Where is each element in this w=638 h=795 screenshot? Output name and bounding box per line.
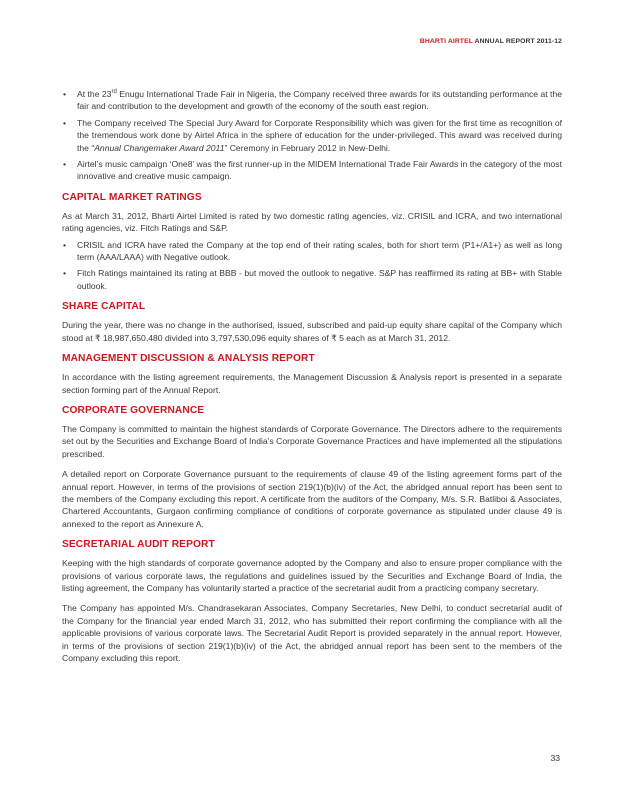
header-title: ANNUAL REPORT 2011-12 [472, 38, 562, 45]
ratings-list [62, 239, 562, 293]
section-heading-share-capital: SHARE CAPITAL [62, 301, 146, 313]
secretarial-para-2: The Company has appointed M/s. Chandrasekaran Associates, Company Secretaries, New Delhi, to conduct secretarial audit of the Company for the financial year ended March 31, 2012, who has submitted their report confirming the compliance with all the applicable provisions of various corporate laws. The Secretarial Audit Report is provided separately in the annual report. However, in terms of the provisions of section 219(1)(b)(iv) of the Act, the abridged annual report has been sent to the members of the Company excluding this report. [62, 603, 562, 663]
list-item: • CRISIL and ICRA have rated the Company at the top end of their rating scales, both for short term (P1+/A1+) as well as long term (AAA/LAAA) with Negative outlook. [62, 239, 562, 264]
capital-market-intro: As at March 31, 2012, Bharti Airtel Limited is rated by two domestic rating agencies, viz. CRISIL and ICRA, and two international rating agencies, viz. Fitch Ratings and S&P. [62, 210, 562, 234]
governance-para-2: A detailed report on Corporate Governance pursuant to the requirements of clause 49 of the listing agreement forms part of the annual report. However, in terms of the provisions of section 219(1)(b)(iv) of the Act, the abridged annual report has been sent to the members of the Company excluding this report. A certificate from the auditors of the Company, M/s. S.R. Batliboi & Associates, Chartered Accountants, Gurgaon confirming compliance of conditions of corporate governance as stipulated under clause 49 is annexed to the report as Annexure A. [62, 469, 562, 529]
awards-list [62, 88, 562, 183]
list-item: • Airtel’s music campaign ‘One8’ was the first runner-up in the MIDEM International Trade Fair Awards in the category of the most innovative and creative music campaign. [62, 158, 562, 183]
mdar-text: In accordance with the listing agreement requirements, the Management Discussion & Analysis report is presented in a separate section forming part of the Annual Report. [62, 372, 562, 395]
main-content [62, 88, 562, 672]
section-heading-mdar: MANAGEMENT DISCUSSION & ANALYSIS REPORT [62, 353, 315, 365]
share-capital-text: During the year, there was no change in the authorised, issued, subscribed and paid-up equity share capital of the Company which stood at ₹ 18,987,650,480 divided into 3,797,530,096 equity shares of ₹ 5 each as at March 31, 2012. [62, 320, 562, 343]
section-heading-governance: CORPORATE GOVERNANCE [62, 404, 205, 416]
list-item: • The Company received The Special Jury Award for Corporate Responsibility which was given for the first time as recognition of the tremendous work done by Airtel Africa in the sphere of education for the under-privileged. This award was received during the “Annual Changemaker Award 2011” Ceremony in February 2012 in New-Delhi. [62, 117, 562, 154]
section-heading-secretarial: SECRETARIAL AUDIT REPORT [62, 539, 215, 551]
section-heading-capital-market: CAPITAL MARKET RATINGS [62, 191, 202, 203]
list-item: • At the 23rd Enugu International Trade Fair in Nigeria, the Company received three awards for its outstanding performance at the fair and contribution to the development and growth of the economy of the south east region. [62, 88, 562, 113]
governance-para-1: The Company is committed to maintain the highest standards of Corporate Governance. The Directors adhere to the requirements set out by the Securities and Exchange Board of India’s Corporate Governance Practices and have implemented all the stipulations prescribed. [62, 423, 562, 459]
header-brand: BHARTI AIRTEL [419, 38, 473, 45]
list-item: • Fitch Ratings maintained its rating at BBB - but moved the outlook to negative. S&P has reaffirmed its rating at BB+ with Stable outlook. [62, 267, 562, 292]
secretarial-para-1: Keeping with the high standards of corporate governance adopted by the Company and also to ensure proper compliance with the provisions of various corporate laws, the regulations and guidelines issued by the Securities and Exchange Board of India, the listing agreement, the Company has voluntarily started a practice of the secretarial audit from a practicing company secretary. [62, 558, 562, 593]
page-number: 33 [550, 753, 560, 763]
running-header [420, 38, 562, 45]
